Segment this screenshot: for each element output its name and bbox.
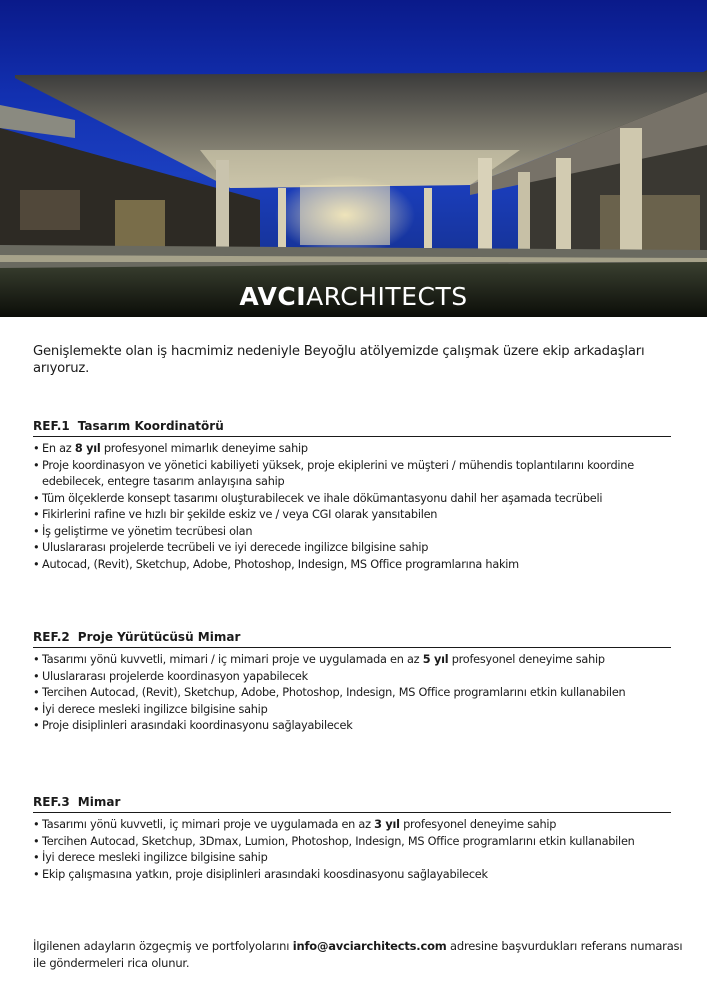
section-header — [33, 630, 671, 648]
list-item: • Tasarımı yönü kuvvetli, mimari / iç mimari proje ve uygulamada en az 5 yıl profesyonel deneyime sahip — [33, 652, 671, 669]
requirement-list — [33, 652, 671, 735]
list-item: • Autocad, (Revit), Sketchup, Adobe, Photoshop, Indesign, MS Office programlarına hakim — [33, 557, 671, 574]
list-item: • İş geliştirme ve yönetim tecrübesi olan — [33, 524, 671, 541]
building-illustration — [0, 0, 707, 317]
requirement-list — [33, 817, 671, 883]
list-item: • Fikirlerini rafine ve hızlı bir şekilde eskiz ve / veya CGI olarak yansıtabilen — [33, 507, 671, 524]
list-item: • Proje disiplinleri arasındaki koordinasyonu sağlayabilecek — [33, 718, 671, 735]
list-item: • Proje koordinasyon ve yönetici kabiliyeti yüksek, proje ekiplerini ve müşteri / mühendis toplantılarını koordine edebilecek, entegre tasarım anlayışına sahip — [33, 458, 671, 491]
section-ref1 — [33, 419, 671, 573]
section-ref: REF.1 — [33, 419, 70, 433]
section-ref: REF.2 — [33, 630, 70, 644]
list-item: • En az 8 yıl profesyonel mimarlık deneyime sahip — [33, 441, 671, 458]
footer-text: İlgilenen adayların özgeçmiş ve portfolyolarını info@avciarchitects.com adresine başvurdukları referans numarası ile göndermeleri rica olunur. — [33, 939, 683, 970]
section-header — [33, 419, 671, 437]
section-header — [33, 795, 671, 813]
list-item: • Uluslararası projelerde koordinasyon yapabilecek — [33, 669, 671, 686]
contact-email[interactable]: info@avciarchitects.com — [292, 939, 447, 953]
section-title: Tasarım Koordinatörü — [77, 419, 224, 433]
list-item: • Uluslararası projelerde tecrübeli ve iyi derecede ingilizce bilgisine sahip — [33, 540, 671, 557]
brand-light: ARCHITECTS — [306, 282, 468, 311]
list-item: • Tercihen Autocad, Sketchup, 3Dmax, Lumion, Photoshop, Indesign, MS Office programlarını etkin kullanabilen — [33, 834, 671, 851]
hero-photo — [0, 0, 707, 317]
section-title: Mimar — [77, 795, 121, 809]
requirement-list — [33, 441, 671, 573]
brand-bold: AVCI — [239, 282, 307, 311]
list-item: • Ekip çalışmasına yatkın, proje disiplinleri arasındaki koosdinasyonu sağlayabilecek — [33, 867, 671, 884]
list-item: • İyi derece mesleki ingilizce bilgisine sahip — [33, 702, 671, 719]
section-ref3 — [33, 795, 671, 883]
section-title: Proje Yürütücüsü Mimar — [77, 630, 241, 644]
section-ref2 — [33, 630, 671, 735]
list-item: • Tüm ölçeklerde konsept tasarımı oluşturabilecek ve ihale dökümantasyonu dahil her aşamada tecrübeli — [33, 491, 671, 508]
intro-text: Genişlemekte olan iş hacmimiz nedeniyle Beyoğlu atölyemizde çalışmak üzere ekip arkadaşları arıyoruz. — [33, 344, 645, 376]
list-item: • Tasarımı yönü kuvvetli, iç mimari proje ve uygulamada en az 3 yıl profesyonel deneyime sahip — [33, 817, 671, 834]
list-item: • İyi derece mesleki ingilizce bilgisine sahip — [33, 850, 671, 867]
brand-logo — [0, 282, 707, 311]
list-item: • Tercihen Autocad, (Revit), Sketchup, Adobe, Photoshop, Indesign, MS Office programlarını etkin kullanabilen — [33, 685, 671, 702]
section-ref: REF.3 — [33, 795, 70, 809]
